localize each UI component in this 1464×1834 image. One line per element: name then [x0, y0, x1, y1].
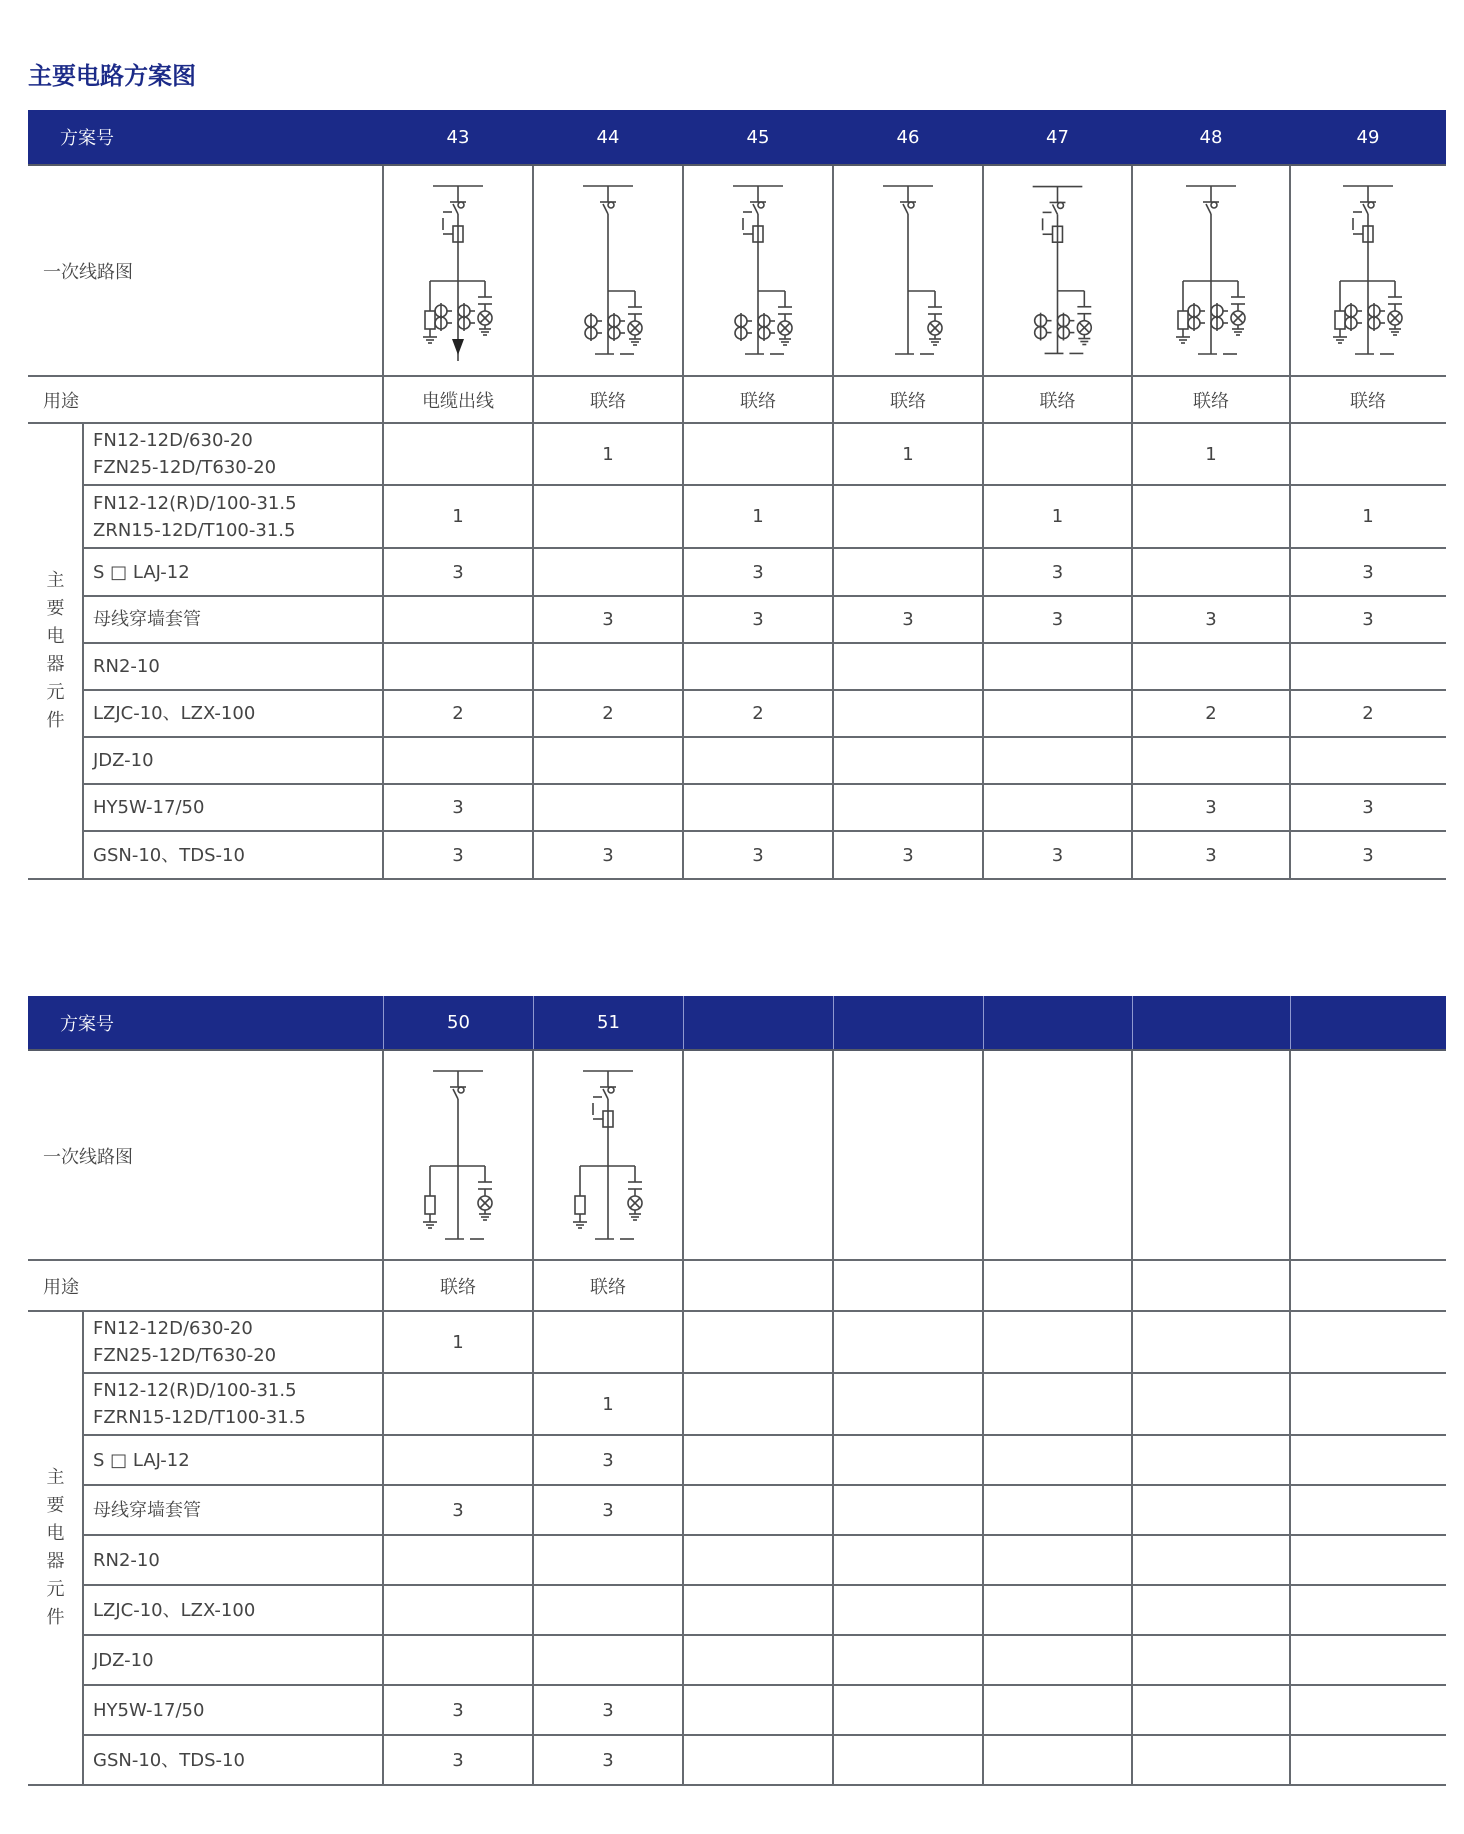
schematic-lines — [423, 1071, 492, 1239]
component-quantity — [833, 737, 983, 784]
circuit-diagram — [533, 166, 683, 376]
component-quantity: 3 — [452, 1749, 464, 1771]
component-quantity — [683, 784, 833, 831]
diagram-row-label: 一次线路图 — [43, 1146, 133, 1168]
component-quantity — [983, 1485, 1132, 1535]
grid-line — [83, 1534, 1446, 1536]
component-quantity — [833, 784, 983, 831]
empty-diagram-cell — [683, 1051, 833, 1260]
usage-value: 联络 — [440, 1276, 476, 1298]
component-name-line: FZRN15-12D/T100-31.5 — [93, 1407, 306, 1428]
component-quantity: 3 — [602, 609, 614, 630]
component-quantity — [1132, 548, 1290, 596]
grid-line — [832, 166, 834, 879]
component-quantity: 3 — [1205, 609, 1217, 630]
component-quantity — [983, 1735, 1132, 1785]
component-name — [85, 1485, 383, 1535]
component-quantity: 3 — [1362, 797, 1374, 818]
component-quantity: 3 — [1362, 561, 1374, 583]
schematic-lines — [1033, 187, 1092, 354]
component-quantity: 1 — [902, 443, 914, 465]
grid-line — [982, 1051, 984, 1785]
grid-line — [28, 1310, 1446, 1312]
circuit-diagram — [533, 1051, 683, 1260]
empty-diagram-cell — [983, 1051, 1132, 1260]
scheme-number — [1290, 996, 1446, 1049]
component-quantity — [533, 1585, 683, 1635]
component-quantity — [683, 1535, 833, 1585]
group-label-char: 元 — [46, 1579, 65, 1600]
schematic-lines — [883, 186, 942, 354]
scheme-number: 44 — [596, 126, 620, 148]
scheme-number: 47 — [1046, 126, 1069, 148]
component-quantity: 3 — [602, 844, 614, 866]
component-quantity: 3 — [1205, 844, 1217, 866]
group-label-char: 要 — [46, 1495, 65, 1516]
component-quantity: 3 — [452, 844, 464, 866]
grid-line — [1289, 1051, 1291, 1785]
usage-value: 联络 — [890, 390, 926, 412]
component-quantity: 3 — [602, 1749, 614, 1771]
component-name — [85, 737, 383, 784]
component-quantity — [683, 1435, 833, 1485]
component-quantity — [1132, 1635, 1290, 1685]
component-quantity — [1132, 643, 1290, 690]
scheme-number — [683, 996, 833, 1049]
component-name-line: LZJC-10、LZX-100 — [93, 703, 256, 724]
circuit-diagram — [1132, 166, 1290, 376]
component-name-line: JDZ-10 — [93, 1649, 154, 1671]
group-label-char: 主 — [46, 570, 65, 591]
scheme-number: 50 — [383, 996, 533, 1049]
component-quantity: 3 — [452, 561, 464, 583]
component-quantity — [833, 1485, 983, 1535]
component-quantity: 2 — [1205, 703, 1217, 724]
grid-line — [532, 1051, 534, 1785]
component-quantity — [1290, 737, 1446, 784]
grid-line — [83, 1734, 1446, 1736]
component-name-line: FZN25-12D/T630-20 — [93, 457, 277, 478]
component-quantity: 3 — [602, 1699, 614, 1721]
component-quantity: 1 — [1362, 506, 1374, 527]
component-quantity: 3 — [602, 1499, 614, 1521]
component-name — [85, 485, 383, 548]
component-name-line: GSN-10、TDS-10 — [93, 1749, 245, 1771]
grid-line — [83, 1634, 1446, 1636]
grid-line — [532, 166, 534, 879]
component-quantity — [1290, 1435, 1446, 1485]
usage-value: 联络 — [590, 1276, 626, 1298]
group-label-char: 器 — [46, 654, 65, 675]
component-quantity: 3 — [902, 844, 914, 866]
component-quantity — [1132, 1311, 1290, 1373]
component-quantity — [833, 1535, 983, 1585]
usage-value — [1290, 1260, 1446, 1311]
component-quantity — [683, 1735, 833, 1785]
component-quantity — [683, 643, 833, 690]
component-name-line: FZN25-12D/T630-20 — [93, 1345, 277, 1366]
component-quantity — [533, 485, 683, 548]
component-quantity — [833, 1373, 983, 1435]
scheme-number — [1132, 996, 1290, 1049]
component-name — [85, 1585, 383, 1635]
component-name-line: S □ LAJ-12 — [93, 561, 190, 583]
grid-line — [83, 484, 1446, 486]
component-quantity — [683, 423, 833, 485]
grid-line — [82, 1311, 84, 1785]
component-quantity — [1290, 1311, 1446, 1373]
component-quantity: 3 — [1051, 609, 1064, 630]
component-name-line: FN12-12D/630-20 — [93, 1318, 253, 1339]
empty-diagram-cell — [1290, 1051, 1446, 1260]
component-quantity — [683, 1311, 833, 1373]
component-quantity — [533, 737, 683, 784]
scheme-table — [28, 110, 1446, 879]
grid-line — [832, 1051, 834, 1785]
scheme-number — [833, 996, 983, 1049]
component-quantity — [833, 643, 983, 690]
component-name-line: FN12-12D/630-20 — [93, 430, 253, 451]
component-name-line: JDZ-10 — [93, 750, 154, 771]
usage-value: 联络 — [740, 390, 776, 412]
component-quantity — [1290, 1373, 1446, 1435]
component-name-line: HY5W-17/50 — [93, 1699, 205, 1721]
component-quantity — [1132, 737, 1290, 784]
component-quantity — [983, 1535, 1132, 1585]
component-quantity — [383, 423, 533, 485]
component-quantity — [383, 596, 533, 643]
usage-value: 电缆出线 — [422, 390, 494, 412]
component-quantity: 1 — [752, 506, 764, 527]
component-quantity — [833, 1435, 983, 1485]
component-quantity — [683, 1485, 833, 1535]
component-name — [85, 1635, 383, 1685]
grid-line — [1131, 1051, 1133, 1785]
grid-line — [83, 783, 1446, 785]
component-quantity — [833, 548, 983, 596]
grid-line — [28, 1784, 1446, 1786]
component-quantity: 3 — [1051, 561, 1064, 583]
component-quantity: 3 — [902, 609, 914, 630]
component-group-label — [28, 423, 83, 879]
component-name-line: FN12-12(R)D/100-31.5 — [93, 492, 297, 514]
component-quantity — [1290, 1535, 1446, 1585]
component-quantity — [983, 1585, 1132, 1635]
component-name — [85, 784, 383, 831]
grid-line — [1289, 166, 1291, 879]
header-label: 方案号 — [60, 1013, 114, 1035]
component-name — [85, 596, 383, 643]
usage-value: 联络 — [590, 390, 626, 412]
component-quantity — [983, 643, 1132, 690]
grid-line — [28, 878, 1446, 880]
grid-line — [1131, 166, 1133, 879]
component-quantity — [1290, 1485, 1446, 1535]
group-label-char: 电 — [46, 626, 65, 647]
schematic-lines — [423, 186, 492, 361]
component-group-label — [28, 1311, 83, 1785]
grid-line — [83, 830, 1446, 832]
diagram-row-label: 一次线路图 — [43, 262, 133, 283]
schematic-lines — [1176, 186, 1245, 354]
component-quantity — [1290, 1735, 1446, 1785]
component-quantity — [1132, 1585, 1290, 1635]
empty-diagram-cell — [833, 1051, 983, 1260]
scheme-table — [28, 996, 1446, 1785]
component-quantity: 1 — [602, 1393, 614, 1415]
component-name-line: HY5W-17/50 — [93, 797, 205, 818]
component-quantity — [833, 1585, 983, 1635]
component-name — [85, 423, 383, 485]
component-quantity — [1132, 485, 1290, 548]
component-name-line: S □ LAJ-12 — [93, 1449, 190, 1471]
grid-line — [83, 736, 1446, 738]
component-quantity: 3 — [1051, 844, 1064, 866]
circuit-diagram — [1290, 166, 1446, 376]
component-quantity — [983, 1435, 1132, 1485]
component-name — [85, 1685, 383, 1735]
component-quantity: 3 — [752, 561, 764, 583]
component-name — [85, 1435, 383, 1485]
group-label-char: 主 — [46, 1467, 65, 1488]
component-quantity — [383, 643, 533, 690]
component-quantity: 3 — [752, 844, 764, 866]
schematic-lines — [583, 186, 642, 354]
component-quantity: 1 — [1205, 443, 1217, 465]
grid-line — [382, 1051, 384, 1785]
component-quantity — [383, 1373, 533, 1435]
component-quantity: 3 — [602, 1449, 614, 1471]
component-name — [85, 548, 383, 596]
component-name-line: FN12-12(R)D/100-31.5 — [93, 1380, 297, 1401]
component-name — [85, 1373, 383, 1435]
usage-value — [833, 1260, 983, 1311]
component-quantity — [683, 737, 833, 784]
component-quantity — [1132, 1535, 1290, 1585]
component-name-line: RN2-10 — [93, 656, 160, 677]
usage-value: 联络 — [1350, 390, 1386, 412]
scheme-number: 43 — [446, 126, 470, 148]
grid-line — [83, 689, 1446, 691]
group-label-char: 元 — [46, 682, 65, 703]
component-quantity: 1 — [602, 443, 614, 465]
component-quantity — [533, 784, 683, 831]
component-quantity — [983, 737, 1132, 784]
grid-line — [382, 166, 384, 879]
component-name-line: LZJC-10、LZX-100 — [93, 1599, 256, 1621]
grid-line — [83, 595, 1446, 597]
component-quantity: 2 — [452, 703, 464, 724]
group-label-char: 要 — [46, 598, 65, 619]
circuit-diagram — [833, 166, 983, 376]
grid-line — [682, 1051, 684, 1785]
component-quantity — [683, 1685, 833, 1735]
component-name-line: 母线穿墙套管 — [93, 1499, 201, 1521]
grid-line — [83, 642, 1446, 644]
table-header — [28, 110, 1446, 166]
component-name — [85, 1535, 383, 1585]
group-label-char: 器 — [46, 1551, 65, 1572]
component-quantity: 3 — [1362, 609, 1374, 630]
scheme-number — [983, 996, 1132, 1049]
component-quantity — [833, 1685, 983, 1735]
circuit-diagram — [383, 1051, 533, 1260]
component-quantity: 2 — [1362, 703, 1374, 724]
component-quantity — [533, 1635, 683, 1685]
component-quantity: 3 — [452, 1499, 464, 1521]
circuit-diagram — [983, 166, 1132, 376]
usage-value: 联络 — [1193, 390, 1229, 412]
component-quantity — [533, 548, 683, 596]
scheme-number: 46 — [896, 126, 920, 148]
component-quantity — [833, 1735, 983, 1785]
component-quantity: 3 — [1205, 797, 1217, 818]
usage-row-label: 用途 — [43, 390, 79, 412]
component-quantity: 3 — [452, 797, 464, 818]
grid-line — [982, 166, 984, 879]
component-quantity: 3 — [452, 1699, 464, 1721]
component-quantity — [1290, 1685, 1446, 1735]
usage-row-label: 用途 — [43, 1276, 79, 1298]
component-quantity — [833, 1311, 983, 1373]
component-name — [85, 1735, 383, 1785]
component-quantity: 2 — [602, 703, 614, 724]
table-header — [28, 996, 1446, 1051]
component-quantity — [383, 1435, 533, 1485]
header-label: 方案号 — [60, 128, 114, 149]
component-quantity — [983, 690, 1132, 737]
component-quantity: 1 — [452, 506, 464, 527]
component-quantity — [833, 1635, 983, 1685]
circuit-diagram — [383, 166, 533, 376]
usage-value — [1132, 1260, 1290, 1311]
grid-line — [83, 1684, 1446, 1686]
component-quantity — [1132, 1435, 1290, 1485]
component-quantity — [1290, 643, 1446, 690]
grid-line — [83, 1434, 1446, 1436]
component-quantity: 3 — [1362, 844, 1374, 866]
grid-line — [28, 422, 1446, 424]
component-quantity — [983, 1311, 1132, 1373]
component-quantity — [1132, 1373, 1290, 1435]
component-name — [85, 1311, 383, 1373]
grid-line — [28, 1259, 1446, 1261]
component-quantity — [983, 1685, 1132, 1735]
grid-line — [83, 1484, 1446, 1486]
grid-line — [83, 547, 1446, 549]
component-quantity — [983, 784, 1132, 831]
grid-line — [28, 375, 1446, 377]
grid-line — [82, 423, 84, 879]
scheme-number: 45 — [746, 126, 770, 148]
component-quantity — [533, 643, 683, 690]
component-quantity — [533, 1535, 683, 1585]
component-name — [85, 643, 383, 690]
schematic-lines — [1333, 186, 1402, 354]
component-quantity — [983, 1635, 1132, 1685]
component-quantity: 2 — [752, 703, 764, 724]
page-title: 主要电路方案图 — [28, 62, 196, 90]
schematic-lines — [573, 1071, 642, 1239]
component-quantity — [1290, 1635, 1446, 1685]
usage-value — [983, 1260, 1132, 1311]
component-name-line: ZRN15-12D/T100-31.5 — [93, 519, 296, 541]
grid-line — [83, 1372, 1446, 1374]
component-name-line: RN2-10 — [93, 1549, 160, 1571]
component-quantity — [1132, 1485, 1290, 1535]
component-quantity — [683, 1635, 833, 1685]
scheme-number: 48 — [1199, 126, 1223, 148]
scheme-number: 49 — [1356, 126, 1380, 148]
component-name-line: 母线穿墙套管 — [93, 609, 201, 630]
component-quantity: 1 — [452, 1331, 464, 1353]
component-quantity — [683, 1585, 833, 1635]
usage-value: 联络 — [1039, 390, 1076, 412]
component-quantity: 1 — [1051, 506, 1064, 527]
group-label-char: 件 — [46, 710, 65, 731]
circuit-diagram — [683, 166, 833, 376]
component-quantity — [683, 1373, 833, 1435]
component-quantity — [1290, 1585, 1446, 1635]
group-label-char: 件 — [46, 1607, 65, 1628]
group-label-char: 电 — [46, 1523, 65, 1544]
component-quantity — [833, 485, 983, 548]
component-quantity — [533, 1311, 683, 1373]
component-quantity — [1290, 423, 1446, 485]
component-quantity — [383, 1635, 533, 1685]
component-name — [85, 690, 383, 737]
grid-line — [83, 1584, 1446, 1586]
empty-diagram-cell — [1132, 1051, 1290, 1260]
grid-line — [682, 166, 684, 879]
component-quantity — [383, 1535, 533, 1585]
component-quantity — [383, 1585, 533, 1635]
scheme-number: 51 — [533, 996, 683, 1049]
component-quantity — [383, 737, 533, 784]
component-quantity — [833, 690, 983, 737]
usage-value — [683, 1260, 833, 1311]
component-quantity — [983, 1373, 1132, 1435]
component-quantity: 3 — [752, 609, 764, 630]
component-quantity — [983, 423, 1132, 485]
schematic-lines — [733, 186, 792, 354]
component-name — [85, 831, 383, 879]
component-quantity — [1132, 1685, 1290, 1735]
component-quantity — [1132, 1735, 1290, 1785]
component-name-line: GSN-10、TDS-10 — [93, 844, 245, 866]
